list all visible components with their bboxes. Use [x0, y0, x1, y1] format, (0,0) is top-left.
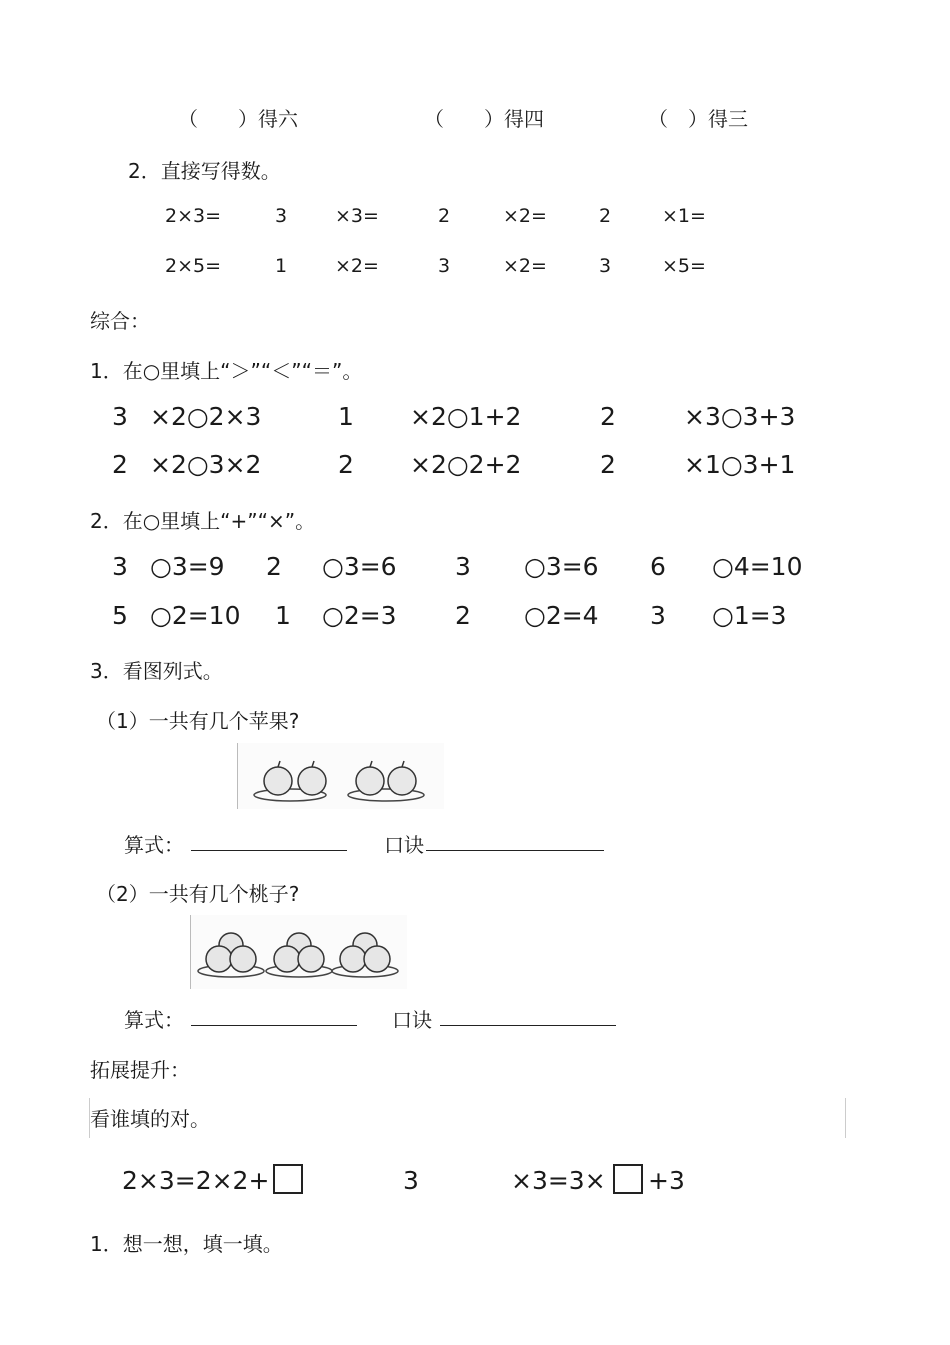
challenge-eq1: 2×3=2×2+: [122, 1166, 270, 1195]
q2-r1-c2: 3: [275, 205, 288, 227]
apples-image: [237, 743, 444, 809]
apples-formula-label: 算式：: [124, 833, 184, 857]
challenge-box-2[interactable]: [613, 1164, 643, 1194]
op-r2-a: 5: [112, 601, 128, 630]
q2-r2-c4: 3: [438, 255, 451, 277]
op-r1-f: ○3=6: [524, 552, 599, 581]
peaches-formula-blank[interactable]: [191, 1025, 357, 1026]
peaches-koujue-label: 口诀: [392, 1008, 432, 1032]
op-r2-c: 1: [275, 601, 291, 630]
q2-r1-c6: 2: [599, 205, 612, 227]
apples-koujue-blank[interactable]: [426, 850, 604, 851]
compare-r1-c: 1: [338, 402, 354, 431]
think-fill-title: 1．想一想，填一填。: [90, 1232, 283, 1256]
apples-drawing: [238, 743, 444, 809]
picture-problem-title: 3．看图列式。: [90, 659, 223, 683]
op-r2-b: ○2=10: [150, 601, 241, 630]
blank-de-si: （ ）得四: [424, 107, 544, 131]
q2-r2-c5: ×2=: [503, 255, 547, 277]
compare-r2-f: ×1○3+1: [684, 450, 796, 479]
operator-title: 2．在○里填上“+”“×”。: [90, 509, 316, 533]
op-r1-e: 3: [455, 552, 471, 581]
q2-r1-c3: ×3=: [335, 205, 379, 227]
q2-r1-c1: 2×3=: [165, 205, 222, 227]
q2-r2-c7: ×5=: [662, 255, 706, 277]
apples-koujue-label: 口诀: [384, 833, 424, 857]
compare-r1-a: 3: [112, 402, 128, 431]
op-r1-a: 3: [112, 552, 128, 581]
blank-de-san: （ ）得三: [648, 107, 748, 131]
zonghe-heading: 综合：: [90, 309, 150, 333]
compare-r2-a: 2: [112, 450, 128, 479]
challenge-eq2-c: +3: [648, 1166, 685, 1195]
compare-r1-d: ×2○1+2: [410, 402, 522, 431]
op-r1-b: ○3=9: [150, 552, 225, 581]
q2-r1-c4: 2: [438, 205, 451, 227]
q2-r2-c6: 3: [599, 255, 612, 277]
apples-formula-blank[interactable]: [191, 850, 347, 851]
q2-r2-c1: 2×5=: [165, 255, 222, 277]
peaches-koujue-blank[interactable]: [440, 1025, 616, 1026]
compare-r2-e: 2: [600, 450, 616, 479]
q2-r2-c3: ×2=: [335, 255, 379, 277]
op-r2-d: ○2=3: [322, 601, 397, 630]
tuozhan-heading: 拓展提升：: [90, 1058, 190, 1082]
right-margin-line: [845, 1098, 846, 1138]
op-r2-g: 3: [650, 601, 666, 630]
peaches-image: [190, 915, 407, 989]
compare-r2-b: ×2○3×2: [150, 450, 262, 479]
apples-question: （1）一共有几个苹果?: [96, 709, 300, 733]
op-r1-g: 6: [650, 552, 666, 581]
op-r2-f: ○2=4: [524, 601, 599, 630]
compare-r1-e: 2: [600, 402, 616, 431]
compare-r2-d: ×2○2+2: [410, 450, 522, 479]
blank-de-liu: （ ）得六: [178, 107, 298, 131]
op-r2-e: 2: [455, 601, 471, 630]
q2-r1-c5: ×2=: [503, 205, 547, 227]
challenge-eq2-b: ×3=3×: [511, 1166, 606, 1195]
op-r1-c: 2: [266, 552, 282, 581]
peaches-question: （2）一共有几个桃子?: [96, 882, 300, 906]
q2-r2-c2: 1: [275, 255, 288, 277]
q2-r1-c7: ×1=: [662, 205, 706, 227]
op-r1-d: ○3=6: [322, 552, 397, 581]
peaches-drawing: [191, 915, 407, 989]
challenge-box-1[interactable]: [273, 1164, 303, 1194]
peaches-formula-label: 算式：: [124, 1008, 184, 1032]
op-r2-h: ○1=3: [712, 601, 787, 630]
compare-r1-b: ×2○2×3: [150, 402, 262, 431]
compare-r2-c: 2: [338, 450, 354, 479]
compare-r1-f: ×3○3+3: [684, 402, 796, 431]
tuozhan-subtitle: 看谁填的对。: [90, 1107, 210, 1131]
q2-title: 2．直接写得数。: [128, 159, 281, 183]
op-r1-h: ○4=10: [712, 552, 803, 581]
challenge-eq2-a: 3: [403, 1166, 419, 1195]
compare-title: 1．在○里填上“＞”“＜”“＝”。: [90, 359, 363, 383]
